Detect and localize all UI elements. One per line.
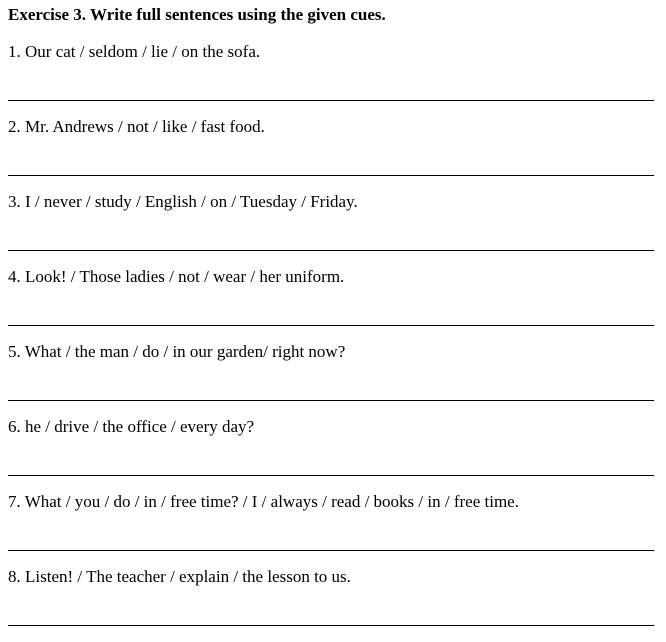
cue-text: 2. Mr. Andrews / not / like / fast food. [8,117,265,136]
exercise-item-1 [8,42,654,117]
answer-line[interactable] [8,475,654,476]
exercise-item-4 [8,267,654,342]
exercise-item-7 [8,492,654,567]
exercise-item-6 [8,417,654,492]
answer-line[interactable] [8,175,654,176]
exercise-item-2 [8,117,654,192]
answer-line[interactable] [8,250,654,251]
answer-line[interactable] [8,100,654,101]
cue-text: 8. Listen! / The teacher / explain / the lesson to us. [8,567,351,586]
answer-line[interactable] [8,325,654,326]
cue-text: 1. Our cat / seldom / lie / on the sofa. [8,42,261,61]
exercise-item-8 [8,567,654,642]
exercise-item-3 [8,192,654,267]
answer-line[interactable] [8,625,654,626]
answer-line[interactable] [8,550,654,551]
cue-text: 3. I / never / study / English / on / Tuesday / Friday. [8,192,358,211]
cue-text: 6. he / drive / the office / every day? [8,417,255,436]
answer-line[interactable] [8,400,654,401]
cue-text: 5. What / the man / do / in our garden/ right now? [8,342,346,361]
cue-text: 4. Look! / Those ladies / not / wear / her uniform. [8,267,345,286]
cue-text: 7. What / you / do / in / free time? / I / always / read / books / in / free time. [8,492,519,511]
exercise-item-5 [8,342,654,417]
exercise-title: Exercise 3. Write full sentences using the given cues. [8,5,386,24]
